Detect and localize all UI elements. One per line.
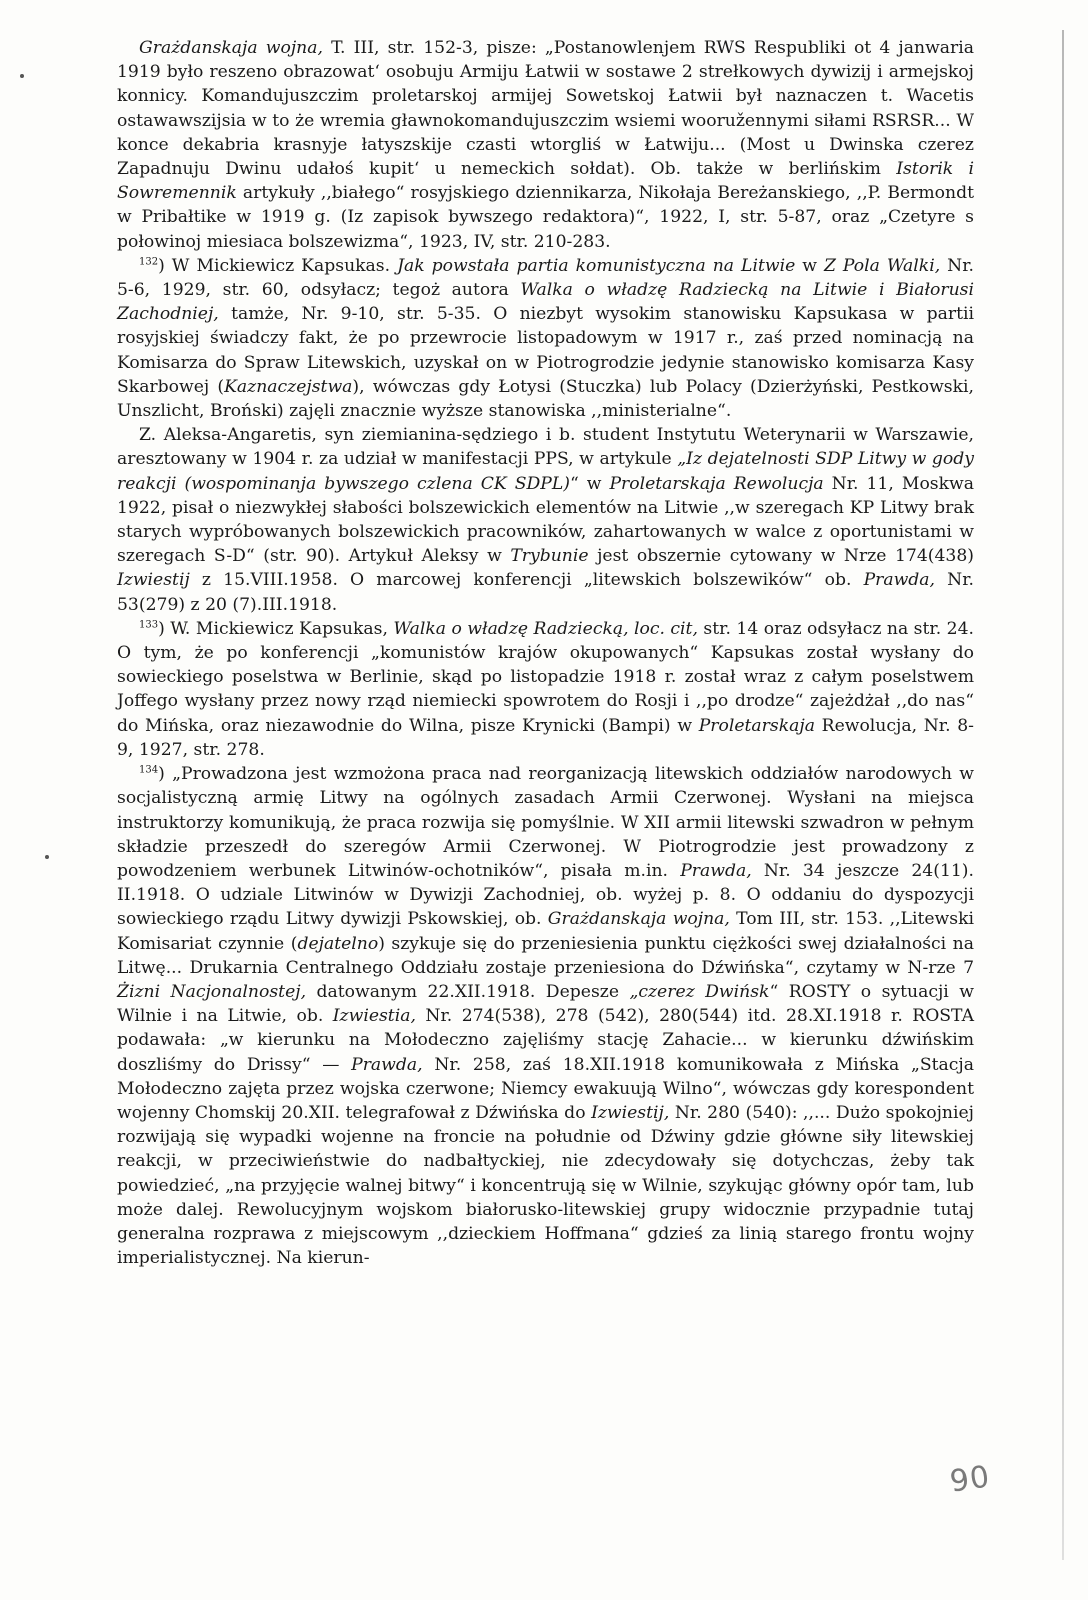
footnotes-text-block — [117, 36, 974, 1270]
footnote-paragraph — [117, 254, 974, 423]
footnote-number: 132 — [139, 256, 159, 268]
italic-title: dejatelno — [297, 933, 379, 954]
italic-title: „czerez Dwińsk — [629, 981, 770, 1002]
text-run: Nr. 11, Moskwa 1922, pisał o niezwykłej słabości bolszewickich elementów na Litwie ,,w szeregach KP Litwy brak starych wypróbowanych bolszewickich pracowników, zahartowanych w walce z oportunistami w szeregach S-D“ (str. 90). Artykuł Aleksy w — [117, 473, 974, 567]
footnote-number: 133 — [139, 619, 159, 631]
text-run: ) W. Mickiewicz Kapsukas, — [158, 618, 394, 639]
text-run: T. III, str. 152-3, pisze: „Postanowlenjem RWS Respubliki ot 4 janwaria 1919 było reszeno obrazowat‘ osobuju Armiju Łatwii w sostawe 2 strełkowych dywizij i armejskoj konnicy. Komandujuszczim proletarskoj armijej Sowetskoj Łatwii był naznaczen t. Wacetis ostawawszijsia w to że wremia gławnokomandujuszczim wsiemi wooružennymi siłami RSRSR... W konce dekabria krasnyje łatyszskije czasti wtorgliś w Łatwiju... (Most u Dwinska czerez Zapadnuju Dwinu udałoś kupit‘ u nemeckich sołdat). Ob. także w berlińskim — [117, 38, 974, 180]
text-run: “ w — [569, 473, 610, 494]
italic-title: Prawda, — [680, 860, 752, 881]
text-run: “ ROSTY o sytuacji w Wilnie i na Litwie, ob. — [117, 981, 974, 1027]
text-run: ) szykuje się do przeniesienia punktu ciężkości swej działalności na Litwę... Drukarnia Centralnego Oddziału zostaje przeniesiona do Dźwińska“, czytamy w N-rze 7 — [117, 933, 974, 978]
text-run: Nr. 274(538), 278 (542), 280(544) itd. 28.XI.1918 r. ROSTA podawała: „w kierunku na Mołodeczno zajęliśmy stację Zahacie... w kierunku dźwińskim doszliśmy do Drissy“ — — [117, 1006, 974, 1075]
text-run: Nr. 258, zaś 18.XII.1918 komunikowała z Mińska „Stacja Mołodeczno zajęta przez wojska czerwone; Niemcy ewakuują Wilno“, wówczas gdy korespondent wojenny Chomskij 20.XII. telegrafował z Dźwińska do — [117, 1054, 974, 1123]
italic-title: „Iz dejatelnosti SDP Litwy w gody reakcji (wospominanja bywszego czlena CK SDPL) — [117, 449, 974, 494]
handwritten-page-number: 90 — [947, 1459, 993, 1500]
italic-title: Żizni Nacjonalnostej, — [117, 981, 307, 1002]
italic-title: Grażdanskaja wojna, — [547, 909, 730, 930]
italic-title: Proletarskaja Rewolucja — [609, 473, 824, 494]
italic-title: Grażdanskaja wojna, — [139, 38, 323, 58]
text-run: tamże, Nr. 9-10, str. 5-35. O niezbyt wysokim stanowisku Kapsukasa w partii rosyjskiej świadczy fakt, że po przewrocie listopadowym w 1917 r., zaś przed nominacją na Komisarza do Spraw Litewskich, uzyskał on w Piotrogrodzie jedynie stanowisko komisarza Kasy Skarbowej ( — [117, 304, 974, 397]
italic-title: Jak powstała partia komunistyczna na Litwie — [397, 255, 796, 276]
footnote-paragraph — [117, 762, 974, 1270]
text-run: Nr. 53(279) z 20 (7).III.1918. — [117, 570, 974, 615]
italic-title: Istorik i Sowremennik — [117, 159, 975, 204]
text-run: str. 14 oraz odsyłacz na str. 24. O tym, że po konferencji „komunistów krajów okupowanych“ Kapsukas został wysłany do sowieckiego poselstwa w Berlinie, skąd po listopadzie 1918 r. został wraz z całym poselstwem Joffego wysłany przez nowy rząd niemiecki spowrotem do Rosji i ,,po drodze“ zajeżdżał ,,do nas“ do Mińska, oraz niezawodnie do Wilna, pisze Krynicki (Bampi) w — [117, 618, 975, 736]
italic-title: Prawda, — [351, 1054, 423, 1075]
text-run: z 15.VIII.1958. O marcowej konferencji „litewskich bolszewików“ ob. — [189, 570, 864, 591]
italic-title: Z Pola Walki, — [823, 255, 941, 276]
footnote-paragraph — [117, 617, 974, 762]
text-run: Nr. 34 jeszcze 24(11). II.1918. O udziale Litwinów w Dywizji Zachodniej, ob. wyżej p. 8. O oddaniu do dyspozycji sowieckiego rządu Litwy dywizji Pskowskiej, ob. — [117, 860, 974, 930]
text-run: datowanym 22.XII.1918. Depesze — [306, 981, 630, 1002]
italic-title: Trybunie — [510, 546, 589, 567]
italic-title: Izwiestij, — [591, 1102, 670, 1123]
text-run: jest obszernie cytowany w Nrze 174(438) — [588, 546, 974, 567]
text-run: Z. Aleksa-Angaretis, syn ziemianina-sędziego i b. student Instytutu Weterynarii w Warszawie, aresztowany w 1904 r. za udział w manifestacji PPS, w artykule — [117, 425, 974, 470]
italic-title: Prawda, — [863, 570, 936, 591]
footnote-paragraph — [117, 36, 974, 254]
text-run: ) W Mickiewicz Kapsukas. — [158, 255, 398, 276]
text-run: Tom III, str. 153. ,,Litewski Komisariat czynnie ( — [117, 909, 974, 954]
italic-title: Kaznaczejstwa — [224, 376, 353, 397]
italic-title: Walka o władzę Radziecką na Litwie i Białorusi Zachodniej, — [117, 280, 974, 325]
text-run: w — [795, 255, 824, 276]
text-run: ), wówczas gdy Łotysi (Stuczka) lub Polacy (Dzierżyński, Pestkowski, Unszlicht, Broński) zajęli znacznie wyższe stanowiska ,,ministerialne“. — [117, 376, 974, 422]
footnote-number: 134 — [139, 764, 159, 776]
italic-title: Izwiestij — [117, 570, 190, 591]
scan-speck — [20, 74, 24, 78]
text-run: Nr. 5-6, 1929, str. 60, odsyłacz; tegoż autora — [117, 255, 974, 301]
text-run: ) „Prowadzona jest wzmożona praca nad reorganizacją litewskich oddziałów narodowych w socjalistyczną armię Litwy na ogólnych zasadach Armii Czerwonej. Wysłani na miejsca instruktorzy komunikują, że praca rozwija się pomyślnie. W XII armii litewski szwadron w pełnym składzie przeszedł do szeregów Armii Czerwonej. W Piotrogrodzie jest prowadzony z powodzeniem werbunek Litwinów-ochotników“, pisała m.in. — [117, 764, 974, 881]
italic-title: Proletarskaja — [698, 715, 815, 736]
text-run: Nr. 280 (540): ,,... Dużo spokojniej rozwijają się wypadki wojenne na froncie na południe od Dźwiny gdzie główne siły litewskiej reakcji, w przeciwieństwie do nadbałtyckiej, nie zdecydowały się dotychczas, żeby tak powiedzieć, „na przyjęcie walnej bitwy“ i koncentrują się w Wilnie, szykując główny opór tam, lub może dalej. Rewolucyjnym wojskom białorusko-litewskiej grupy widocznie przypadnie tutaj generalna rozprawa z miejscowym ,,dzieckiem Hoffmana“ gdzieś za linią starego frontu wojny imperialistycznej. Na kierun- — [117, 1102, 974, 1269]
scan-edge-line — [1062, 30, 1064, 1560]
scan-speck — [45, 855, 49, 859]
italic-title: Walka o władzę Radziecką, loc. cit, — [393, 618, 698, 639]
footnote-paragraph — [117, 423, 974, 617]
text-run: artykuły ,,białego“ rosyjskiego dziennikarza, Nikołaja Bereżanskiego, ,,P. Bermondt w Pribałtike w 1919 g. (Iz zapisok bywszego redaktora)“, 1922, I, str. 5-87, oraz „Czetyre s połowinoj miesiaca bolszewizma“, 1923, IV, str. 210-283. — [117, 183, 974, 252]
italic-title: Izwiestia, — [332, 1006, 416, 1027]
text-run: Rewolucja, Nr. 8-9, 1927, str. 278. — [117, 715, 974, 760]
